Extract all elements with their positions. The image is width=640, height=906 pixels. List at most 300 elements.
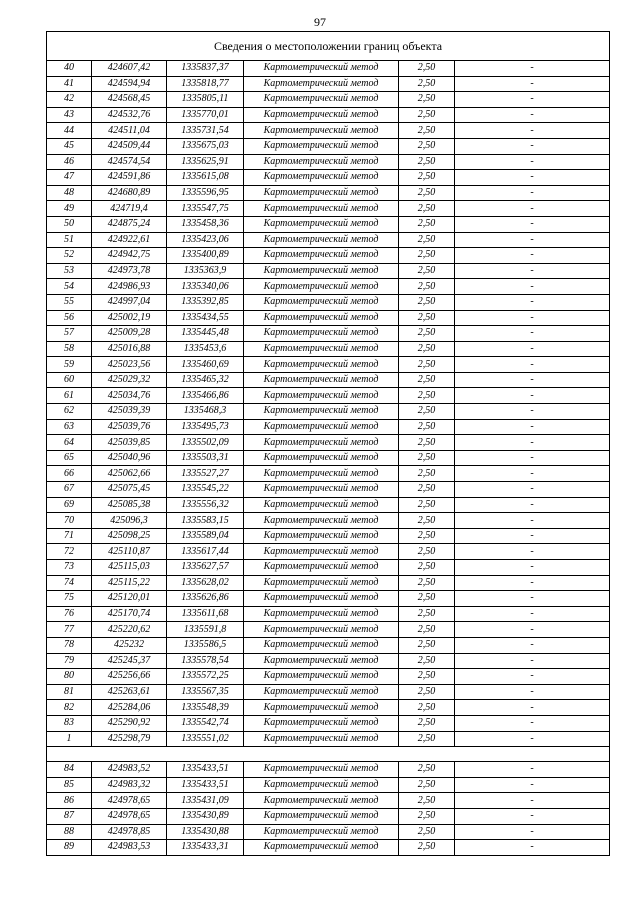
- y-coordinate-cell: 1335502,09: [167, 435, 244, 451]
- accuracy-cell: 2,50: [399, 513, 455, 529]
- method-cell: Картометрический метод: [244, 777, 399, 793]
- point-number-cell: 85: [47, 777, 92, 793]
- x-coordinate-cell: 424978,65: [92, 793, 167, 809]
- accuracy-cell: 2,50: [399, 435, 455, 451]
- accuracy-cell: 2,50: [399, 777, 455, 793]
- point-number-cell: 55: [47, 294, 92, 310]
- y-coordinate-cell: 1335433,31: [167, 840, 244, 856]
- point-number-cell: 71: [47, 528, 92, 544]
- table-row: [47, 185, 610, 201]
- description-cell: -: [455, 341, 610, 357]
- description-cell: -: [455, 263, 610, 279]
- table-row: [47, 201, 610, 217]
- table-row: [47, 793, 610, 809]
- x-coordinate-cell: 424983,32: [92, 777, 167, 793]
- method-cell: Картометрический метод: [244, 731, 399, 747]
- point-number-cell: 63: [47, 419, 92, 435]
- point-number-cell: 57: [47, 326, 92, 342]
- method-cell: Картометрический метод: [244, 372, 399, 388]
- x-coordinate-cell: 424978,65: [92, 808, 167, 824]
- point-number-cell: 76: [47, 606, 92, 622]
- x-coordinate-cell: 424607,42: [92, 61, 167, 77]
- accuracy-cell: 2,50: [399, 232, 455, 248]
- table-row: [47, 622, 610, 638]
- point-number-cell: 86: [47, 793, 92, 809]
- method-cell: Картометрический метод: [244, 622, 399, 638]
- y-coordinate-cell: 1335625,91: [167, 154, 244, 170]
- description-cell: -: [455, 622, 610, 638]
- accuracy-cell: 2,50: [399, 341, 455, 357]
- method-cell: Картометрический метод: [244, 684, 399, 700]
- x-coordinate-cell: 425290,92: [92, 715, 167, 731]
- y-coordinate-cell: 1335627,57: [167, 560, 244, 576]
- description-cell: -: [455, 762, 610, 778]
- description-cell: -: [455, 435, 610, 451]
- method-cell: Картометрический метод: [244, 824, 399, 840]
- description-cell: -: [455, 840, 610, 856]
- description-cell: -: [455, 279, 610, 295]
- method-cell: Картометрический метод: [244, 715, 399, 731]
- x-coordinate-cell: 425075,45: [92, 482, 167, 498]
- accuracy-cell: 2,50: [399, 466, 455, 482]
- y-coordinate-cell: 1335453,6: [167, 341, 244, 357]
- method-cell: Картометрический метод: [244, 669, 399, 685]
- x-coordinate-cell: 424719,4: [92, 201, 167, 217]
- table-row: [47, 544, 610, 560]
- table-row: [47, 731, 610, 747]
- x-coordinate-cell: 425120,01: [92, 591, 167, 607]
- table-row: [47, 560, 610, 576]
- y-coordinate-cell: 1335340,06: [167, 279, 244, 295]
- table-row: [47, 684, 610, 700]
- description-cell: -: [455, 76, 610, 92]
- x-coordinate-cell: 425232: [92, 637, 167, 653]
- accuracy-cell: 2,50: [399, 808, 455, 824]
- table-row: [47, 232, 610, 248]
- description-cell: -: [455, 170, 610, 186]
- description-cell: -: [455, 715, 610, 731]
- method-cell: Картометрический метод: [244, 513, 399, 529]
- point-number-cell: 45: [47, 138, 92, 154]
- section-separator-row: [47, 747, 610, 762]
- x-coordinate-cell: 425002,19: [92, 310, 167, 326]
- y-coordinate-cell: 1335837,37: [167, 61, 244, 77]
- y-coordinate-cell: 1335400,89: [167, 248, 244, 264]
- point-number-cell: 67: [47, 482, 92, 498]
- table-row: [47, 388, 610, 404]
- method-cell: Картометрический метод: [244, 544, 399, 560]
- x-coordinate-cell: 425016,88: [92, 341, 167, 357]
- method-cell: Картометрический метод: [244, 107, 399, 123]
- method-cell: Картометрический метод: [244, 637, 399, 653]
- table-row: [47, 404, 610, 420]
- accuracy-cell: 2,50: [399, 61, 455, 77]
- x-coordinate-cell: 425220,62: [92, 622, 167, 638]
- description-cell: -: [455, 575, 610, 591]
- y-coordinate-cell: 1335818,77: [167, 76, 244, 92]
- y-coordinate-cell: 1335547,75: [167, 201, 244, 217]
- x-coordinate-cell: 425085,38: [92, 497, 167, 513]
- x-coordinate-cell: 424509,44: [92, 138, 167, 154]
- y-coordinate-cell: 1335468,3: [167, 404, 244, 420]
- y-coordinate-cell: 1335615,08: [167, 170, 244, 186]
- accuracy-cell: 2,50: [399, 700, 455, 716]
- description-cell: -: [455, 669, 610, 685]
- x-coordinate-cell: 425023,56: [92, 357, 167, 373]
- y-coordinate-cell: 1335430,89: [167, 808, 244, 824]
- description-cell: -: [455, 232, 610, 248]
- accuracy-cell: 2,50: [399, 388, 455, 404]
- method-cell: Картометрический метод: [244, 419, 399, 435]
- point-number-cell: 53: [47, 263, 92, 279]
- method-cell: Картометрический метод: [244, 216, 399, 232]
- table-row: [47, 357, 610, 373]
- method-cell: Картометрический метод: [244, 497, 399, 513]
- method-cell: Картометрический метод: [244, 326, 399, 342]
- accuracy-cell: 2,50: [399, 419, 455, 435]
- description-cell: -: [455, 591, 610, 607]
- y-coordinate-cell: 1335548,39: [167, 700, 244, 716]
- description-cell: -: [455, 700, 610, 716]
- table-title-row: [47, 32, 610, 61]
- point-number-cell: 48: [47, 185, 92, 201]
- description-cell: -: [455, 248, 610, 264]
- y-coordinate-cell: 1335433,51: [167, 777, 244, 793]
- point-number-cell: 64: [47, 435, 92, 451]
- table-row: [47, 466, 610, 482]
- point-number-cell: 59: [47, 357, 92, 373]
- description-cell: -: [455, 777, 610, 793]
- point-number-cell: 40: [47, 61, 92, 77]
- accuracy-cell: 2,50: [399, 216, 455, 232]
- point-number-cell: 77: [47, 622, 92, 638]
- accuracy-cell: 2,50: [399, 560, 455, 576]
- table-row: [47, 528, 610, 544]
- description-cell: -: [455, 793, 610, 809]
- accuracy-cell: 2,50: [399, 840, 455, 856]
- table-row: [47, 76, 610, 92]
- point-number-cell: 78: [47, 637, 92, 653]
- accuracy-cell: 2,50: [399, 372, 455, 388]
- table-row: [47, 637, 610, 653]
- table-row: [47, 497, 610, 513]
- y-coordinate-cell: 1335503,31: [167, 450, 244, 466]
- description-cell: -: [455, 92, 610, 108]
- point-number-cell: 72: [47, 544, 92, 560]
- accuracy-cell: 2,50: [399, 310, 455, 326]
- accuracy-cell: 2,50: [399, 824, 455, 840]
- description-cell: -: [455, 107, 610, 123]
- y-coordinate-cell: 1335445,48: [167, 326, 244, 342]
- table-row: [47, 248, 610, 264]
- accuracy-cell: 2,50: [399, 357, 455, 373]
- method-cell: Картометрический метод: [244, 357, 399, 373]
- y-coordinate-cell: 1335423,06: [167, 232, 244, 248]
- y-coordinate-cell: 1335434,55: [167, 310, 244, 326]
- description-cell: -: [455, 513, 610, 529]
- description-cell: -: [455, 372, 610, 388]
- x-coordinate-cell: 425040,96: [92, 450, 167, 466]
- y-coordinate-cell: 1335731,54: [167, 123, 244, 139]
- x-coordinate-cell: 424568,45: [92, 92, 167, 108]
- table-row: [47, 435, 610, 451]
- description-cell: -: [455, 466, 610, 482]
- method-cell: Картометрический метод: [244, 123, 399, 139]
- table-row: [47, 107, 610, 123]
- point-number-cell: 65: [47, 450, 92, 466]
- table-row: [47, 840, 610, 856]
- table-row: [47, 92, 610, 108]
- table-row: [47, 824, 610, 840]
- x-coordinate-cell: 425039,85: [92, 435, 167, 451]
- point-number-cell: 69: [47, 497, 92, 513]
- method-cell: Картометрический метод: [244, 279, 399, 295]
- y-coordinate-cell: 1335589,04: [167, 528, 244, 544]
- description-cell: -: [455, 497, 610, 513]
- x-coordinate-cell: 425039,39: [92, 404, 167, 420]
- accuracy-cell: 2,50: [399, 107, 455, 123]
- method-cell: Картометрический метод: [244, 575, 399, 591]
- description-cell: -: [455, 61, 610, 77]
- description-cell: -: [455, 357, 610, 373]
- x-coordinate-cell: 425115,03: [92, 560, 167, 576]
- description-cell: -: [455, 637, 610, 653]
- accuracy-cell: 2,50: [399, 138, 455, 154]
- description-cell: -: [455, 544, 610, 560]
- x-coordinate-cell: 424875,24: [92, 216, 167, 232]
- point-number-cell: 50: [47, 216, 92, 232]
- x-coordinate-cell: 424983,52: [92, 762, 167, 778]
- point-number-cell: 61: [47, 388, 92, 404]
- y-coordinate-cell: 1335578,54: [167, 653, 244, 669]
- x-coordinate-cell: 425115,22: [92, 575, 167, 591]
- point-number-cell: 81: [47, 684, 92, 700]
- y-coordinate-cell: 1335465,32: [167, 372, 244, 388]
- point-number-cell: 54: [47, 279, 92, 295]
- x-coordinate-cell: 424986,93: [92, 279, 167, 295]
- method-cell: Картометрический метод: [244, 808, 399, 824]
- method-cell: Картометрический метод: [244, 138, 399, 154]
- method-cell: Картометрический метод: [244, 388, 399, 404]
- accuracy-cell: 2,50: [399, 92, 455, 108]
- x-coordinate-cell: 425029,32: [92, 372, 167, 388]
- method-cell: Картометрический метод: [244, 232, 399, 248]
- table-row: [47, 154, 610, 170]
- point-number-cell: 46: [47, 154, 92, 170]
- accuracy-cell: 2,50: [399, 606, 455, 622]
- point-number-cell: 84: [47, 762, 92, 778]
- point-number-cell: 41: [47, 76, 92, 92]
- point-number-cell: 70: [47, 513, 92, 529]
- description-cell: -: [455, 450, 610, 466]
- method-cell: Картометрический метод: [244, 840, 399, 856]
- method-cell: Картометрический метод: [244, 170, 399, 186]
- table-row: [47, 61, 610, 77]
- y-coordinate-cell: 1335572,25: [167, 669, 244, 685]
- boundary-coordinates-table: [46, 31, 610, 856]
- description-cell: -: [455, 684, 610, 700]
- y-coordinate-cell: 1335458,36: [167, 216, 244, 232]
- point-number-cell: 52: [47, 248, 92, 264]
- accuracy-cell: 2,50: [399, 482, 455, 498]
- x-coordinate-cell: 424942,75: [92, 248, 167, 264]
- y-coordinate-cell: 1335392,85: [167, 294, 244, 310]
- x-coordinate-cell: 424978,85: [92, 824, 167, 840]
- table-row: [47, 482, 610, 498]
- table-row: [47, 279, 610, 295]
- table-row: [47, 715, 610, 731]
- point-number-cell: 83: [47, 715, 92, 731]
- x-coordinate-cell: 425256,66: [92, 669, 167, 685]
- description-cell: -: [455, 824, 610, 840]
- x-coordinate-cell: 425098,25: [92, 528, 167, 544]
- accuracy-cell: 2,50: [399, 294, 455, 310]
- point-number-cell: 79: [47, 653, 92, 669]
- accuracy-cell: 2,50: [399, 575, 455, 591]
- table-row: [47, 341, 610, 357]
- table-row: [47, 575, 610, 591]
- accuracy-cell: 2,50: [399, 170, 455, 186]
- point-number-cell: 75: [47, 591, 92, 607]
- accuracy-cell: 2,50: [399, 669, 455, 685]
- method-cell: Картометрический метод: [244, 560, 399, 576]
- method-cell: Картометрический метод: [244, 762, 399, 778]
- x-coordinate-cell: 425039,76: [92, 419, 167, 435]
- accuracy-cell: 2,50: [399, 591, 455, 607]
- description-cell: -: [455, 388, 610, 404]
- point-number-cell: 89: [47, 840, 92, 856]
- accuracy-cell: 2,50: [399, 544, 455, 560]
- method-cell: Картометрический метод: [244, 248, 399, 264]
- x-coordinate-cell: 425096,3: [92, 513, 167, 529]
- y-coordinate-cell: 1335596,95: [167, 185, 244, 201]
- method-cell: Картометрический метод: [244, 92, 399, 108]
- point-number-cell: 88: [47, 824, 92, 840]
- separator-cell: [47, 747, 610, 762]
- description-cell: -: [455, 154, 610, 170]
- table-row: [47, 170, 610, 186]
- method-cell: Картометрический метод: [244, 606, 399, 622]
- table-row: [47, 591, 610, 607]
- point-number-cell: 42: [47, 92, 92, 108]
- description-cell: -: [455, 808, 610, 824]
- table-row: [47, 419, 610, 435]
- accuracy-cell: 2,50: [399, 653, 455, 669]
- y-coordinate-cell: 1335433,51: [167, 762, 244, 778]
- y-coordinate-cell: 1335617,44: [167, 544, 244, 560]
- description-cell: -: [455, 653, 610, 669]
- method-cell: Картометрический метод: [244, 700, 399, 716]
- point-number-cell: 66: [47, 466, 92, 482]
- accuracy-cell: 2,50: [399, 528, 455, 544]
- x-coordinate-cell: 424973,78: [92, 263, 167, 279]
- y-coordinate-cell: 1335611,68: [167, 606, 244, 622]
- point-number-cell: 82: [47, 700, 92, 716]
- table-row: [47, 310, 610, 326]
- accuracy-cell: 2,50: [399, 497, 455, 513]
- x-coordinate-cell: 424983,53: [92, 840, 167, 856]
- method-cell: Картометрический метод: [244, 793, 399, 809]
- table-row: [47, 606, 610, 622]
- x-coordinate-cell: 424591,86: [92, 170, 167, 186]
- table-row: [47, 762, 610, 778]
- x-coordinate-cell: 425034,76: [92, 388, 167, 404]
- x-coordinate-cell: 425298,79: [92, 731, 167, 747]
- method-cell: Картометрический метод: [244, 310, 399, 326]
- method-cell: Картометрический метод: [244, 76, 399, 92]
- table-row: [47, 653, 610, 669]
- accuracy-cell: 2,50: [399, 450, 455, 466]
- table-row: [47, 777, 610, 793]
- point-number-cell: 62: [47, 404, 92, 420]
- method-cell: Картометрический метод: [244, 201, 399, 217]
- y-coordinate-cell: 1335675,03: [167, 138, 244, 154]
- point-number-cell: 56: [47, 310, 92, 326]
- table-row: [47, 450, 610, 466]
- accuracy-cell: 2,50: [399, 793, 455, 809]
- description-cell: -: [455, 201, 610, 217]
- x-coordinate-cell: 424532,76: [92, 107, 167, 123]
- y-coordinate-cell: 1335586,5: [167, 637, 244, 653]
- accuracy-cell: 2,50: [399, 154, 455, 170]
- y-coordinate-cell: 1335583,15: [167, 513, 244, 529]
- table-row: [47, 326, 610, 342]
- point-number-cell: 74: [47, 575, 92, 591]
- x-coordinate-cell: 425062,66: [92, 466, 167, 482]
- y-coordinate-cell: 1335770,01: [167, 107, 244, 123]
- x-coordinate-cell: 424594,94: [92, 76, 167, 92]
- point-number-cell: 58: [47, 341, 92, 357]
- y-coordinate-cell: 1335591,8: [167, 622, 244, 638]
- point-number-cell: 43: [47, 107, 92, 123]
- method-cell: Картометрический метод: [244, 185, 399, 201]
- description-cell: -: [455, 216, 610, 232]
- method-cell: Картометрический метод: [244, 154, 399, 170]
- accuracy-cell: 2,50: [399, 326, 455, 342]
- accuracy-cell: 2,50: [399, 622, 455, 638]
- description-cell: -: [455, 482, 610, 498]
- point-number-cell: 49: [47, 201, 92, 217]
- x-coordinate-cell: 425110,87: [92, 544, 167, 560]
- description-cell: -: [455, 123, 610, 139]
- point-number-cell: 87: [47, 808, 92, 824]
- point-number-cell: 73: [47, 560, 92, 576]
- method-cell: Картометрический метод: [244, 528, 399, 544]
- accuracy-cell: 2,50: [399, 684, 455, 700]
- x-coordinate-cell: 425284,06: [92, 700, 167, 716]
- point-number-cell: 80: [47, 669, 92, 685]
- table-row: [47, 123, 610, 139]
- table-row: [47, 294, 610, 310]
- x-coordinate-cell: 425263,61: [92, 684, 167, 700]
- point-number-cell: 51: [47, 232, 92, 248]
- table-title: Сведения о местоположении границ объекта: [47, 32, 610, 61]
- x-coordinate-cell: 424511,04: [92, 123, 167, 139]
- method-cell: Картометрический метод: [244, 450, 399, 466]
- table-row: [47, 669, 610, 685]
- point-number-cell: 1: [47, 731, 92, 747]
- y-coordinate-cell: 1335363,9: [167, 263, 244, 279]
- method-cell: Картометрический метод: [244, 482, 399, 498]
- point-number-cell: 47: [47, 170, 92, 186]
- description-cell: -: [455, 528, 610, 544]
- x-coordinate-cell: 424574,54: [92, 154, 167, 170]
- y-coordinate-cell: 1335551,02: [167, 731, 244, 747]
- y-coordinate-cell: 1335626,86: [167, 591, 244, 607]
- page-number: 97: [314, 15, 326, 29]
- method-cell: Картометрический метод: [244, 435, 399, 451]
- method-cell: Картометрический метод: [244, 341, 399, 357]
